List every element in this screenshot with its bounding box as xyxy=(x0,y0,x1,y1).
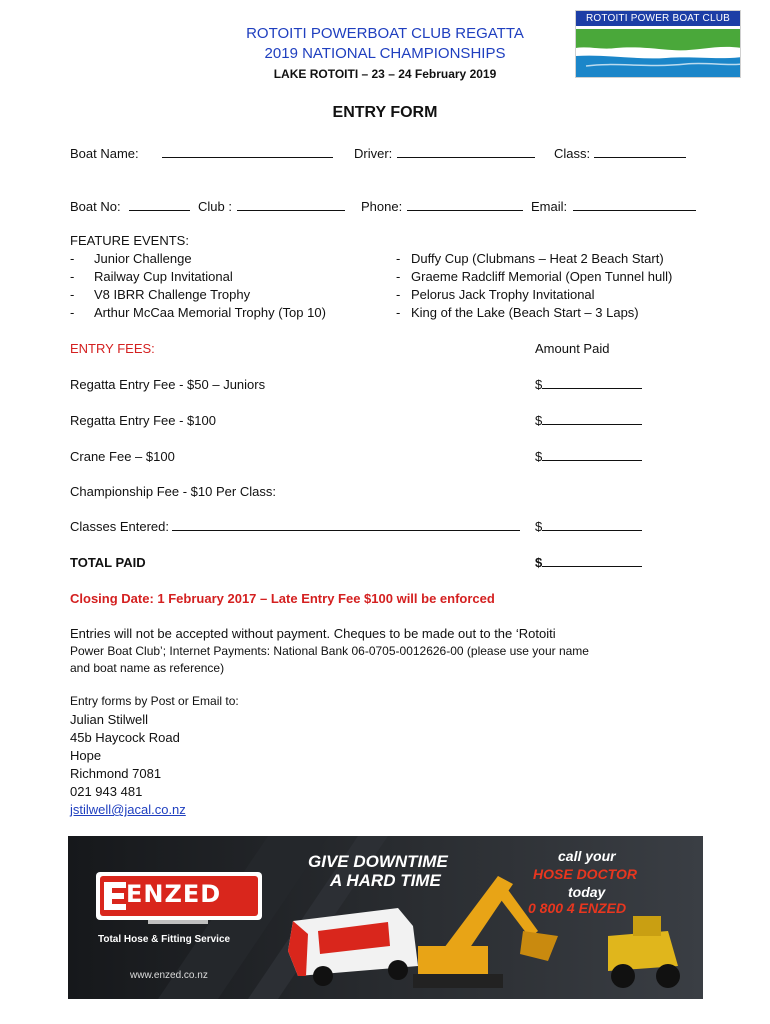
email-field[interactable] xyxy=(573,199,696,211)
list-item: - V8 IBRR Challenge Trophy xyxy=(70,287,251,302)
feature-events-left xyxy=(70,232,326,322)
classes-amount-field[interactable] xyxy=(542,519,642,531)
enzed-brand-text: ENZED xyxy=(126,880,222,908)
banner-call-line2: HOSE DOCTOR xyxy=(533,866,637,882)
enzed-tagline: Total Hose & Fitting Service xyxy=(98,934,231,945)
fee-crane-amount-field[interactable] xyxy=(542,449,642,461)
total-paid-label: TOTAL PAID xyxy=(70,555,146,570)
enzed-advert-banner xyxy=(68,836,703,999)
phone-field[interactable] xyxy=(407,199,523,211)
list-item: - King of the Lake (Beach Start – 3 Laps) xyxy=(396,305,639,320)
form-title: ENTRY FORM xyxy=(332,104,438,121)
payment-note-line3: and boat name as reference) xyxy=(70,661,225,675)
club-field[interactable] xyxy=(237,199,345,211)
phone-label: Phone: xyxy=(361,199,403,214)
fee-juniors-amount-field[interactable] xyxy=(542,377,642,389)
list-item: - Pelorus Jack Trophy Invitational xyxy=(396,287,595,302)
amount-paid-heading: Amount Paid xyxy=(535,341,610,356)
email-label: Email: xyxy=(531,199,568,214)
banner-phone: 0 800 4 ENZED xyxy=(528,900,627,916)
club-logo xyxy=(575,10,741,78)
contact-email-link[interactable]: jstilwell@jacal.co.nz xyxy=(70,802,186,817)
classes-entered-label: Classes Entered: xyxy=(70,519,169,534)
contact-street: 45b Haycock Road xyxy=(70,730,180,745)
contact-phone: 021 943 481 xyxy=(70,784,143,799)
fee-crane-label: Crane Fee – $100 xyxy=(70,449,175,464)
fee-championship-label: Championship Fee - $10 Per Class: xyxy=(70,484,276,499)
list-item: - Railway Cup Invitational xyxy=(70,269,233,284)
header-title-line2: 2019 NATIONAL CHAMPIONSHIPS xyxy=(264,45,506,62)
fee-juniors-label: Regatta Entry Fee - $50 – Juniors xyxy=(70,377,266,392)
contact-name: Julian Stilwell xyxy=(70,712,149,727)
driver-field[interactable] xyxy=(397,146,535,158)
header-title-line1: ROTOITI POWERBOAT CLUB REGATTA xyxy=(246,25,524,42)
contact-intro: Entry forms by Post or Email to: xyxy=(70,694,239,708)
driver-label: Driver: xyxy=(354,146,393,161)
boat-no-field[interactable] xyxy=(129,199,190,211)
fee-regatta-label: Regatta Entry Fee - $100 xyxy=(70,413,216,428)
boat-name-field[interactable] xyxy=(162,146,333,158)
entry-fees-heading: ENTRY FEES: xyxy=(70,341,155,356)
classes-entered-field[interactable] xyxy=(172,519,520,531)
banner-headline-2: A HARD TIME xyxy=(330,871,441,890)
enzed-website: www.enzed.co.nz xyxy=(130,970,208,981)
feature-events-heading: FEATURE EVENTS: xyxy=(70,233,189,248)
logo-text: ROTOITI POWER BOAT CLUB xyxy=(576,11,740,26)
list-item: - Arthur McCaa Memorial Trophy (Top 10) xyxy=(70,305,326,320)
payment-note-line2: Power Boat Club’; Internet Payments: National Bank 06-0705-0012626-00 (please use your name xyxy=(70,644,589,658)
banner-call-line1: call your xyxy=(558,848,616,864)
boat-no-label: Boat No: xyxy=(70,199,121,214)
list-item: - Duffy Cup (Clubmans – Heat 2 Beach Start) xyxy=(396,251,664,266)
banner-headline-1: GIVE DOWNTIME xyxy=(308,852,448,871)
class-field[interactable] xyxy=(594,146,686,158)
closing-date-notice: Closing Date: 1 February 2017 – Late Entry Fee $100 will be enforced xyxy=(70,591,495,606)
fee-regatta-amount-field[interactable] xyxy=(542,413,642,425)
list-item: - Junior Challenge xyxy=(70,251,192,266)
banner-call-line3: today xyxy=(568,884,606,900)
payment-note-line1: Entries will not be accepted without payment. Cheques to be made out to the ‘Rotoiti xyxy=(70,626,556,641)
list-item: - Graeme Radcliff Memorial (Open Tunnel hull) xyxy=(396,269,673,284)
lake-landscape-icon xyxy=(576,26,741,78)
club-label: Club : xyxy=(198,199,232,214)
boat-name-label: Boat Name: xyxy=(70,146,139,161)
contact-town: Hope xyxy=(70,748,102,763)
header-event-date: LAKE ROTOITI – 23 – 24 February 2019 xyxy=(273,67,497,81)
class-label: Class: xyxy=(554,146,591,161)
contact-city: Richmond 7081 xyxy=(70,766,162,781)
total-paid-field[interactable] xyxy=(542,555,642,567)
feature-events-right xyxy=(396,250,672,322)
